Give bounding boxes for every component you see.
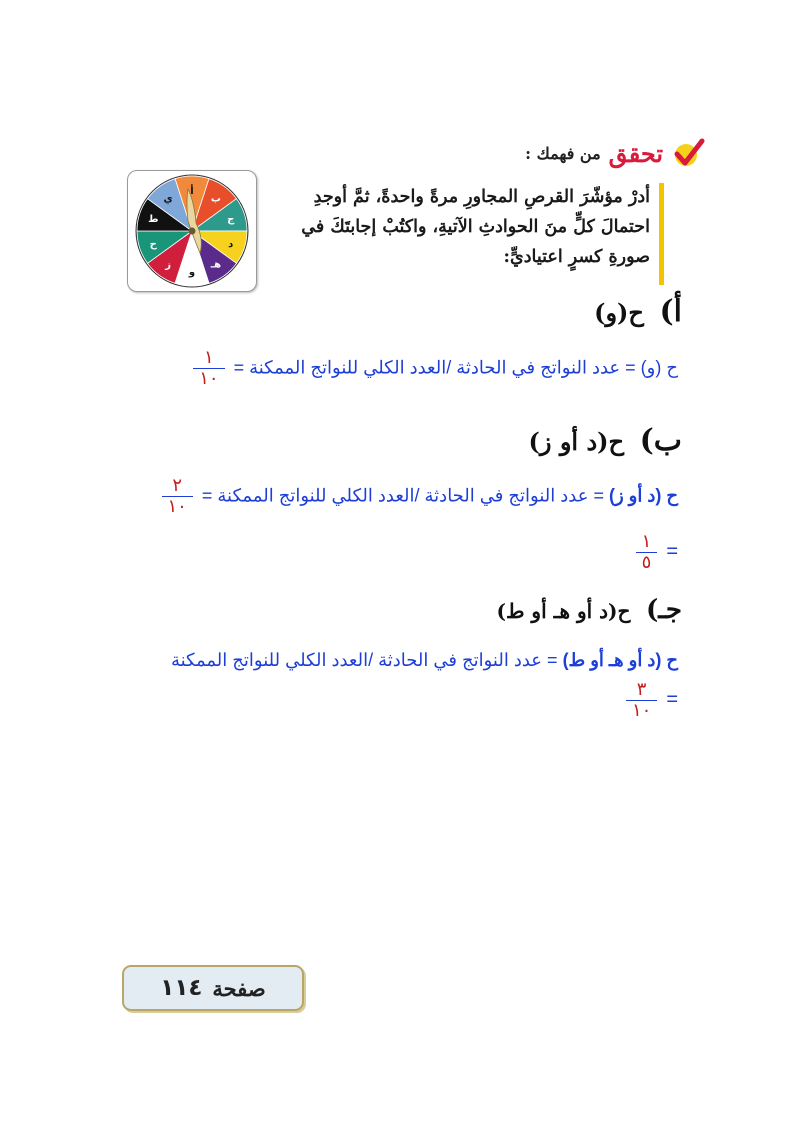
spinner-section-label: ي <box>163 193 173 205</box>
spinner-section-label: هـ <box>210 259 222 271</box>
part-c-answer-text: = عدد النواتج في الحادثة /العدد الكلي للنواتج الممكنة <box>170 650 558 670</box>
part-a-heading <box>594 294 682 329</box>
part-b-simplified <box>632 532 678 573</box>
part-a-answer-label: ح (و) = <box>625 357 678 378</box>
part-c-expression: ح(د أو هـ أو ط) <box>496 599 631 623</box>
spinner-section-label: و <box>188 267 196 279</box>
part-a-fraction <box>193 348 224 389</box>
part-a-answer <box>189 348 678 389</box>
fraction-numerator: ٢ <box>172 475 182 496</box>
part-b-answer <box>158 476 679 517</box>
equals-sign: = <box>666 540 678 563</box>
spinner-section-label: ب <box>210 193 221 205</box>
spinner-section-label: أ <box>190 185 194 197</box>
part-c-answer <box>171 650 678 671</box>
spinner-section-label: ط <box>148 213 159 225</box>
spinner-section-label: ز <box>165 259 171 271</box>
part-b-letter: ب) <box>639 423 682 458</box>
fraction-denominator: ١٠ <box>193 368 224 389</box>
part-b-simplified-fraction <box>636 532 658 573</box>
header-title: تحقق <box>608 138 663 168</box>
section-header <box>525 138 705 168</box>
fraction-denominator: ١٠ <box>162 496 193 517</box>
fraction-denominator: ١٠ <box>626 700 657 721</box>
instruction-line: احتمالَ كلٍّ منَ الحوادثِ الآتيةِ، واكتُبْ إجابتَكَ في <box>301 217 650 237</box>
part-c-result <box>622 680 678 721</box>
instruction-line: صورةِ كسرٍ اعتياديٍّ: <box>503 247 650 267</box>
instruction-bar <box>659 183 664 285</box>
instruction-line: أدرْ مؤشّرَ القرصِ المجاورِ مرةً واحدةً، ثمَّ أوجدِ <box>313 187 650 207</box>
fraction-numerator: ١ <box>641 531 652 552</box>
part-b-expression: ح(د أو ز) <box>528 427 624 456</box>
part-a-letter: أ) <box>659 294 682 329</box>
part-c-fraction <box>626 680 657 721</box>
part-a-answer-text: عدد النواتج في الحادثة /العدد الكلي للنواتج الممكنة = <box>233 357 621 378</box>
part-b-heading <box>529 423 682 458</box>
spinner-section-label: د <box>228 239 234 251</box>
spinner-section-label: ح <box>149 239 157 251</box>
spinner-hub <box>189 228 196 235</box>
part-b-answer-label: ح (د أو ز) <box>608 485 678 506</box>
fraction-numerator: ١ <box>204 347 214 368</box>
page-label: صفحة <box>212 975 266 1001</box>
header-subtitle: من فهمك : <box>525 143 601 163</box>
part-c-letter: جـ) <box>646 595 682 625</box>
spinner-figure <box>127 170 257 292</box>
part-c-answer-label: ح (د أو هـ أو ط) <box>562 650 678 670</box>
checkmark-icon <box>671 138 705 168</box>
spinner-section-label: ج <box>227 213 235 225</box>
part-b-answer-text: = عدد النواتج في الحادثة /العدد الكلي للنواتج الممكنة = <box>201 485 604 506</box>
instruction-text <box>270 182 650 272</box>
page-number-box <box>122 965 304 1011</box>
page-number: ١١٤ <box>160 975 203 1001</box>
part-c-heading <box>496 595 682 625</box>
spinner-wheel <box>128 171 256 291</box>
fraction-numerator: ٣ <box>636 679 647 700</box>
equals-sign: = <box>666 688 678 711</box>
part-b-fraction <box>162 476 193 517</box>
fraction-denominator: ٥ <box>636 552 658 573</box>
part-a-expression: ح(و) <box>594 298 644 327</box>
